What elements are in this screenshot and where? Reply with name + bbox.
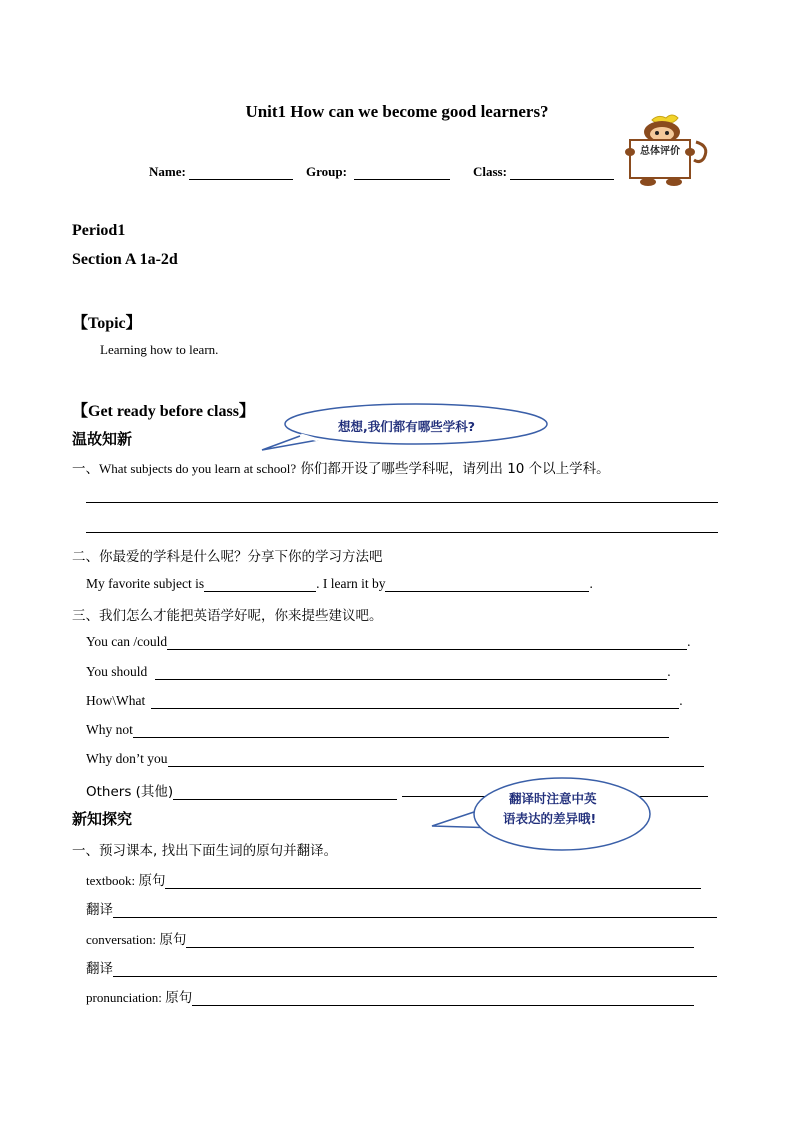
class-field (473, 164, 614, 180)
question-3: 三、我们怎么才能把英语学好呢，你来提些建议吧。 (72, 608, 383, 624)
translate-label: 翻译 (86, 961, 113, 977)
suggestion-end: . (687, 634, 691, 649)
vocab-word: pronunciation: (86, 990, 162, 1005)
page-title: Unit1 How can we become good learners? (245, 102, 549, 121)
translate-row (86, 898, 717, 918)
vocab-original-blank[interactable] (192, 991, 694, 1006)
vocab-original-blank[interactable] (165, 874, 701, 889)
review-heading: 温故知新 (72, 430, 133, 448)
section-label: Section A 1a-2d (72, 251, 178, 268)
name-label: Name: (149, 164, 186, 179)
class-label: Class: (473, 164, 507, 179)
translate-label: 翻译 (86, 902, 113, 918)
badge-label: 总体评价 (640, 146, 680, 157)
suggestion-row (86, 751, 704, 767)
suggestion-end: . (679, 693, 683, 708)
q1-english: What subjects do you learn at school? (99, 461, 297, 476)
suggestion-blank[interactable] (173, 785, 397, 800)
vocab-original-blank[interactable] (186, 933, 694, 948)
name-blank[interactable] (189, 165, 293, 180)
vocab-original-label: 原句 (165, 990, 193, 1006)
group-blank[interactable] (354, 165, 450, 180)
group-label: Group: (306, 164, 347, 179)
translate-row (86, 957, 717, 977)
vocab-row (86, 928, 694, 948)
suggestion-blank[interactable] (151, 694, 679, 709)
topic-heading: 【Topic】 (72, 315, 142, 332)
favorite-subject-label: My favorite subject is (86, 576, 205, 591)
suggestion-label: Others (其他) (86, 784, 174, 800)
vocab-word: textbook: (86, 873, 136, 888)
class-blank[interactable] (510, 165, 614, 180)
ready-heading: 【Get ready before class】 (72, 403, 255, 420)
translate-blank[interactable] (113, 962, 717, 977)
monkey-badge (622, 112, 714, 188)
suggestion-blank[interactable] (167, 635, 687, 650)
bubble-2-line-1: 翻译时注意中英 (509, 791, 597, 806)
preview-instruction: 一、预习课本, 找出下面生词的原句并翻译。 (72, 843, 338, 859)
suggestion-end: . (667, 664, 671, 679)
new-knowledge-heading: 新知探究 (72, 810, 133, 828)
learn-by-blank[interactable] (385, 577, 589, 592)
vocab-original-label: 原句 (138, 873, 166, 889)
vocab-word: conversation: (86, 932, 157, 947)
learn-by-period: . (589, 576, 593, 591)
vocab-row (86, 986, 694, 1006)
answer-line-1[interactable] (86, 502, 718, 503)
question-1 (72, 457, 610, 478)
suggestion-blank[interactable] (155, 665, 667, 680)
suggestion-blank[interactable] (168, 752, 704, 767)
q1-chinese: 你们都开设了哪些学科呢，请列出 10 个以上学科。 (296, 461, 610, 477)
suggestion-row (86, 780, 397, 800)
suggestion-label: How\What (86, 693, 146, 708)
vocab-original-label: 原句 (159, 932, 187, 948)
q1-number: 一、 (72, 461, 99, 477)
topic-text: Learning how to learn. (100, 342, 219, 357)
bubble-2-line-2: 语表达的差异哦! (503, 811, 597, 826)
suggestion-label: Why not (86, 722, 133, 737)
suggestion-row (86, 693, 683, 709)
suggestion-blank[interactable] (133, 723, 669, 738)
answer-line-2[interactable] (86, 532, 718, 533)
suggestion-label: Why don’t you (86, 751, 168, 766)
name-field (149, 164, 293, 180)
period-label: Period1 (72, 222, 126, 239)
suggestion-row (86, 634, 691, 650)
group-field (306, 164, 450, 180)
question-2: 二、你最爱的学科是什么呢？分享下你的学习方法吧 (72, 549, 383, 565)
translate-blank[interactable] (113, 903, 717, 918)
learn-by-label: . I learn it by (316, 576, 386, 591)
suggestion-row (86, 722, 669, 738)
favorite-subject-row (86, 576, 646, 594)
suggestion-label: You can /could (86, 634, 168, 649)
suggestion-label: You should (86, 664, 148, 679)
suggestion-row (86, 664, 671, 680)
bubble-1-text: 想想,我们都有哪些学科? (338, 419, 475, 434)
vocab-row (86, 869, 701, 889)
favorite-subject-blank[interactable] (204, 577, 316, 592)
